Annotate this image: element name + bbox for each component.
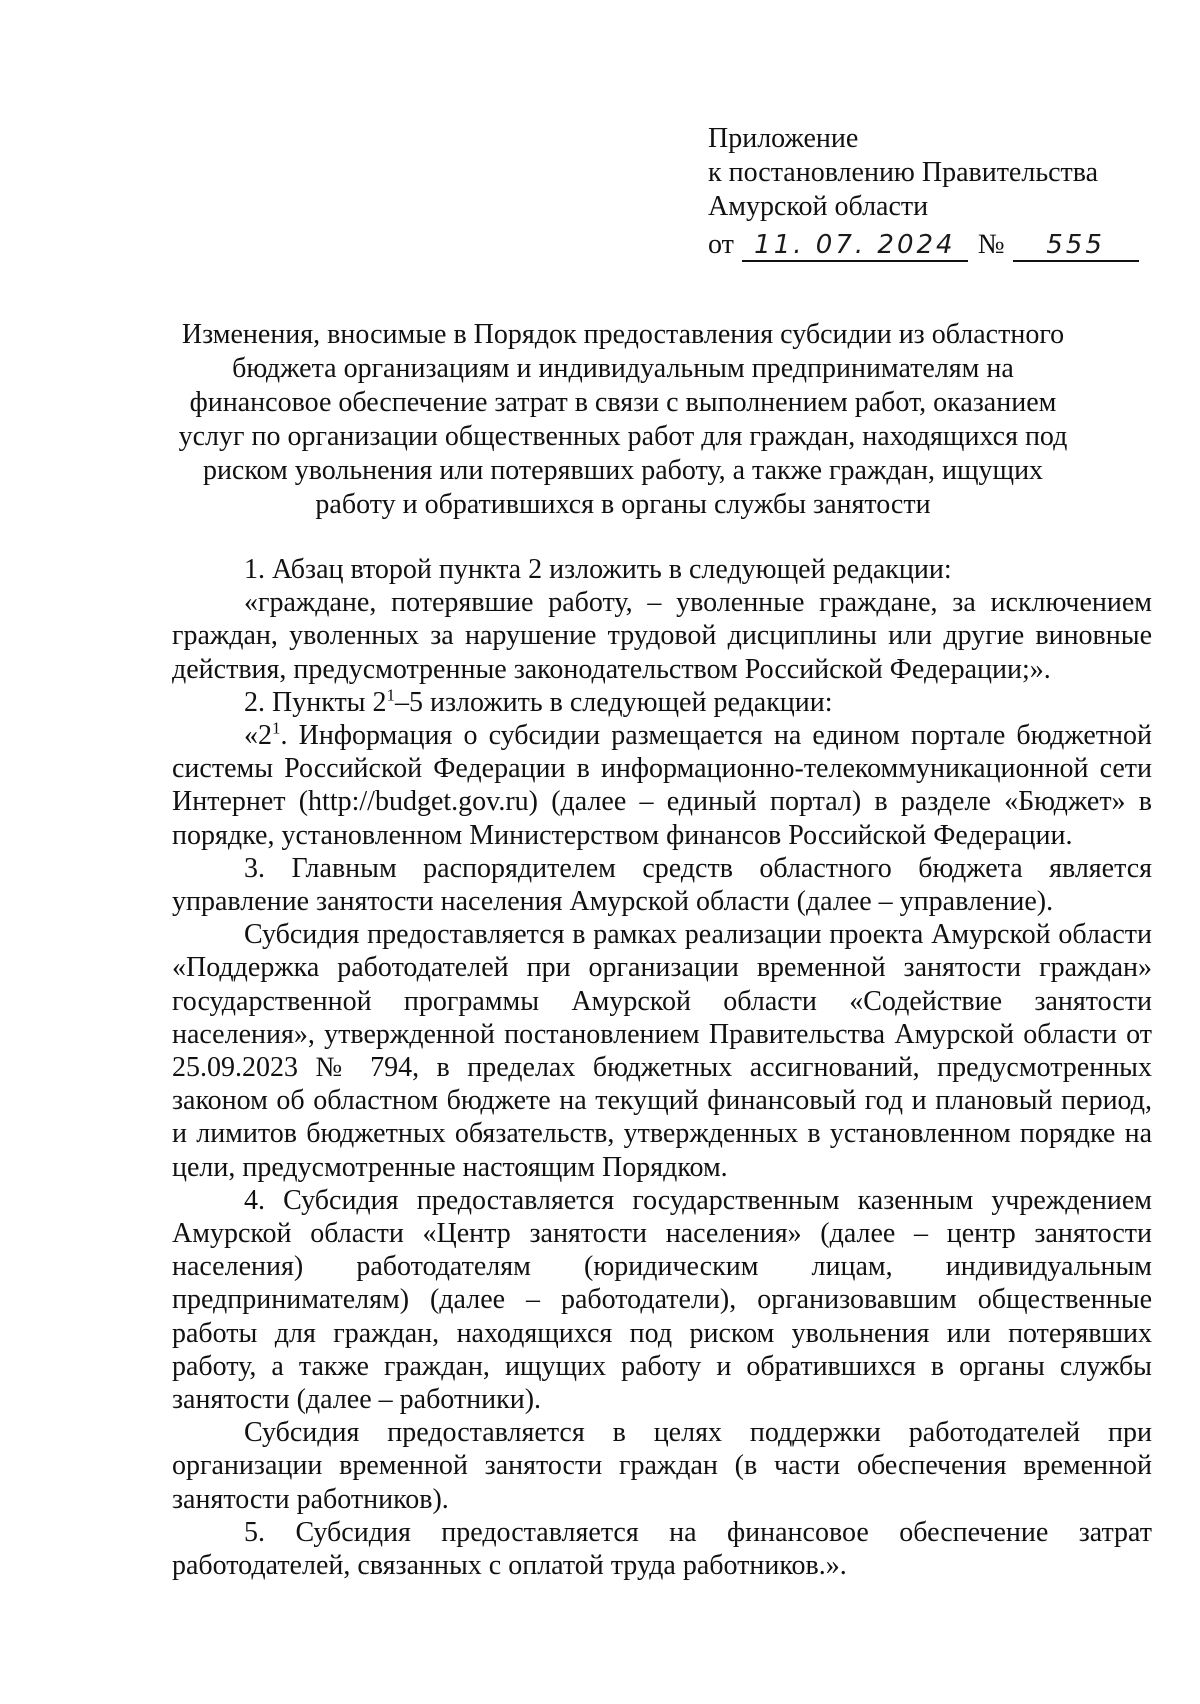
- paragraph-4: [172, 719, 1152, 852]
- paragraph-1: 1. Абзац второй пункта 2 изложить в следующей редакции:: [244, 554, 952, 585]
- paragraph-3-superscript: 1: [386, 685, 395, 705]
- handwritten-date: 11. 07. 2024: [742, 230, 968, 262]
- appendix-block: [708, 122, 1148, 262]
- paragraph-7: 4. Субсидия предоставляется государственным казенным учреждением Амурской области «Центр занятости населения» (далее – центр занятости населения) работодателям (юридическим лицам, индивидуальным предпринимателям) (далее – работодатели), организовавшим общественные работы для граждан, находящихся под риском увольнения или потерявших работу, а также граждан, ищущих работу и обратившихся в органы службы занятости (далее – работники).: [172, 1184, 1152, 1416]
- document-body: [172, 553, 1152, 1582]
- paragraph-5: 3. Главным распорядителем средств областного бюджета является управление занятости населения Амурской области (далее – управление).: [172, 852, 1152, 918]
- paragraph-3-start: 2. Пункты 2: [244, 686, 387, 718]
- paragraph-9: 5. Субсидия предоставляется на финансовое обеспечение затрат работодателей, связанных с оплатой труда работников.».: [172, 1516, 1152, 1582]
- paragraph-2: «граждане, потерявшие работу, – уволенные граждане, за исключением граждан, уволенных за нарушение трудовой дисциплины или другие виновные действия, предусмотренные законодательством Российской Федерации;».: [172, 587, 1152, 685]
- appendix-reference: к постановлению Правительства: [708, 157, 1099, 188]
- paragraph-3-end: –5 изложить в следующей редакции:: [395, 686, 833, 718]
- appendix-title: Приложение: [708, 123, 859, 154]
- paragraph-4-start: «2: [244, 720, 272, 752]
- paragraph-8: Субсидия предоставляется в целях поддержки работодателей при организации временной занятости граждан (в части обеспечения временной занятости работников).: [172, 1417, 1152, 1515]
- appendix-date-line: [708, 224, 1148, 262]
- handwritten-number: 555: [1013, 230, 1139, 262]
- document-title: Изменения, вносимые в Порядок предоставления субсидии из областного бюджета организациям и индивидуальным предпринимателям на финансовое обеспечение затрат в связи с выполнением работ, оказанием услуг по организации общественных работ для граждан, находящихся под риском увольнения или потерявших работу, а также граждан, ищущих работу и обратившихся в органы службы занятости: [178, 319, 1068, 520]
- paragraph-4-end: . Информация о субсидии размещается на едином портале бюджетной системы Российской Федерации в информационно-телекоммуникационной сети Интернет (http://budget.gov.ru) (далее – единый портал) в разделе «Бюджет» в порядке, установленном Министерством финансов Российской Федерации.: [172, 720, 1152, 851]
- paragraph-6: Субсидия предоставляется в рамках реализации проекта Амурской области «Поддержка работодателей при организации временной занятости граждан» государственной программы Амурской области «Содействие занятости населения», утвержденной постановлением Правительства Амурской области от 25.09.2023 № 794, в пределах бюджетных ассигнований, предусмотренных законом об областном бюджете на текущий финансовый год и плановый период, и лимитов бюджетных обязательств, утвержденных в установленном порядке на цели, предусмотренные настоящим Порядком.: [172, 919, 1152, 1183]
- paragraph-4-superscript: 1: [272, 718, 281, 738]
- appendix-region: Амурской области: [708, 191, 929, 222]
- date-prefix: от: [708, 229, 734, 260]
- number-sign: №: [977, 229, 1005, 260]
- paragraph-3: [172, 686, 1152, 719]
